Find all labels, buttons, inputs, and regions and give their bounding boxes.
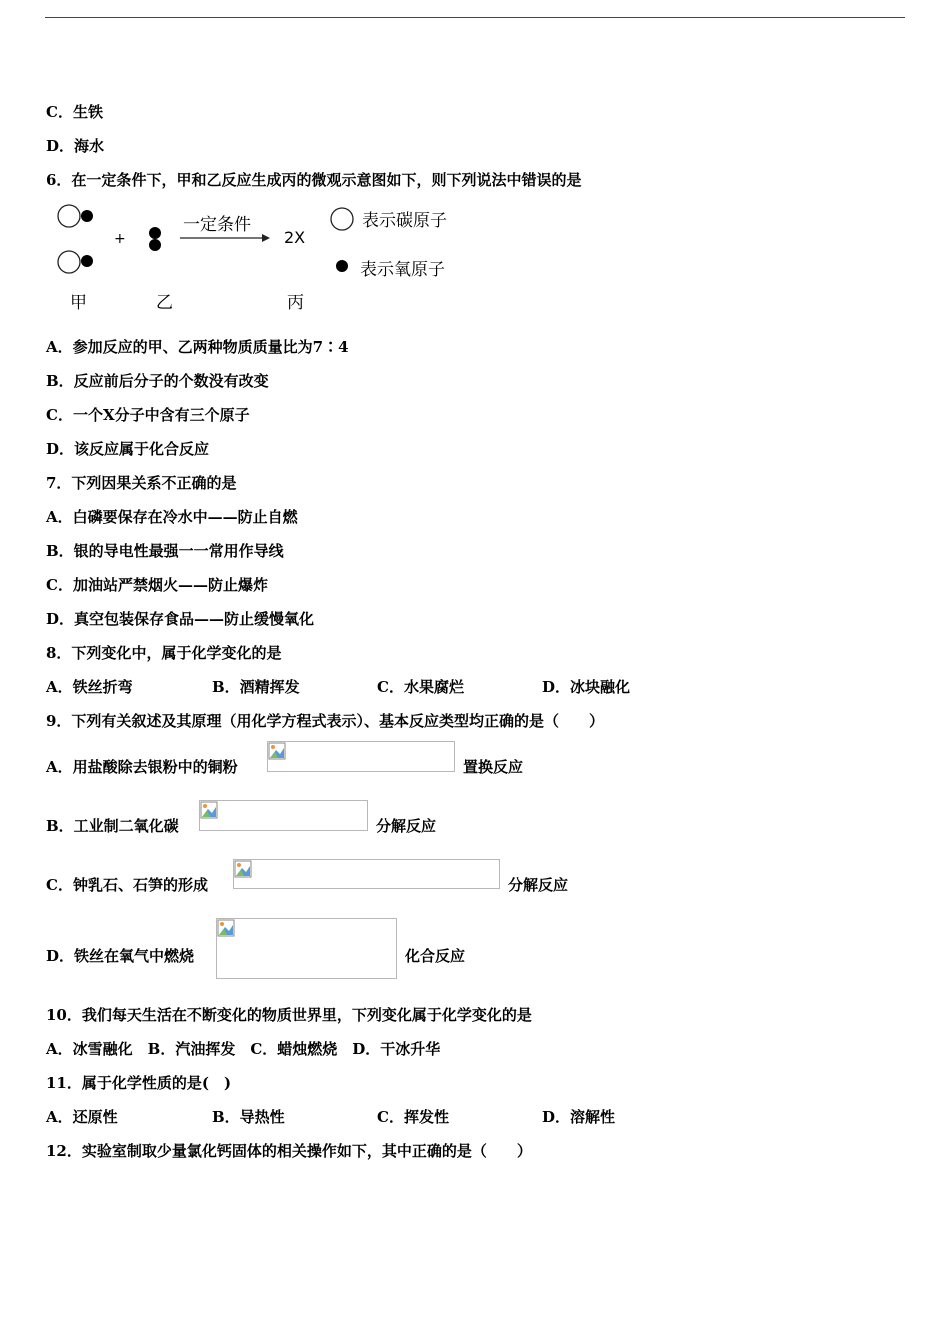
q9-option-a-equation-image (267, 741, 455, 772)
co-molecule-top (58, 205, 93, 227)
o2-molecule (149, 227, 161, 251)
q10-options: A．冰雪融化 B．汽油挥发 C．蜡烛燃烧 D．干冰升华 (46, 1040, 441, 1058)
q9-option-b-text: B．工业制二氧化碳 (46, 817, 179, 835)
broken-image-icon (234, 860, 252, 878)
co-molecule-bottom (58, 251, 93, 273)
q11-option-d: D．溶解性 (542, 1108, 616, 1126)
oxygen-atom-legend-icon (336, 260, 348, 272)
q7-stem: 7．下列因果关系不正确的是 (46, 474, 237, 492)
q9-stem: 9．下列有关叙述及其原理（用化学方程式表示）、基本反应类型均正确的是（ ） (46, 712, 604, 730)
broken-image-icon (217, 919, 235, 937)
legend-carbon: 表示碳原子 (362, 211, 447, 231)
legend-oxygen: 表示氧原子 (360, 260, 445, 280)
q11-option-b: B．导热性 (212, 1108, 285, 1126)
q9-option-a-type: 置换反应 (463, 758, 524, 776)
label-yi: 乙 (156, 293, 173, 313)
q7-option-c: C．加油站严禁烟火——防止爆炸 (46, 576, 268, 594)
q7-option-a: A．白磷要保存在冷水中——防止自燃 (46, 508, 298, 526)
q5-option-d: D．海水 (46, 137, 105, 155)
q9-option-a-text: A．用盐酸除去银粉中的铜粉 (46, 758, 238, 776)
q9-option-d-equation-image (216, 918, 397, 979)
q11-option-a: A．还原性 (46, 1108, 118, 1126)
q5-option-c: C．生铁 (46, 103, 103, 121)
q10-stem: 10．我们每天生活在不断变化的物质世界里，下列变化属于化学变化的是 (46, 1006, 532, 1024)
plus-sign: + (114, 231, 126, 247)
q11-options (46, 1107, 906, 1127)
broken-image-icon (200, 801, 218, 819)
label-jia: 甲 (70, 293, 87, 313)
product-2x: 2X (284, 228, 306, 247)
q6-stem: 6．在一定条件下，甲和乙反应生成丙的微观示意图如下，则下列说法中错误的是 (46, 171, 582, 189)
q8-option-a: A．铁丝折弯 (46, 678, 133, 696)
q8-stem: 8．下列变化中，属于化学变化的是 (46, 644, 282, 662)
carbon-atom-legend-icon (331, 208, 353, 230)
q12-stem: 12．实验室制取少量氯化钙固体的相关操作如下，其中正确的是（ ） (46, 1142, 532, 1160)
broken-image-icon (268, 742, 286, 760)
q8-option-b: B．酒精挥发 (212, 678, 300, 696)
q8-option-d: D．冰块融化 (542, 678, 631, 696)
header-rule (45, 17, 905, 18)
q9-option-b-type: 分解反应 (376, 817, 437, 835)
q6-option-c: C．一个X分子中含有三个原子 (46, 406, 250, 424)
q8-option-c: C．水果腐烂 (377, 678, 464, 696)
q6-option-b: B．反应前后分子的个数没有改变 (46, 372, 269, 390)
q6-option-a: A．参加反应的甲、乙两种物质质量比为7∶4 (46, 338, 349, 356)
q9-option-c-text: C．钟乳石、石笋的形成 (46, 876, 208, 894)
reaction-arrow (180, 234, 270, 242)
q9-option-b-equation-image (199, 800, 368, 831)
q11-stem: 11．属于化学性质的是( ) (46, 1074, 232, 1092)
q9-option-d-type: 化合反应 (405, 947, 466, 965)
q11-option-c: C．挥发性 (377, 1108, 449, 1126)
label-bing: 丙 (287, 293, 304, 313)
arrow-label: 一定条件 (183, 215, 251, 235)
q9-option-c-type: 分解反应 (508, 876, 569, 894)
q6-option-d: D．该反应属于化合反应 (46, 440, 210, 458)
q9-option-c-equation-image (233, 859, 500, 889)
q7-option-d: D．真空包装保存食品——防止缓慢氧化 (46, 610, 315, 628)
q7-option-b: B．银的导电性最强一一常用作导线 (46, 542, 284, 560)
q9-option-d-text: D．铁丝在氧气中燃烧 (46, 947, 195, 965)
q8-options (46, 677, 906, 697)
q6-reaction-diagram (52, 198, 472, 318)
